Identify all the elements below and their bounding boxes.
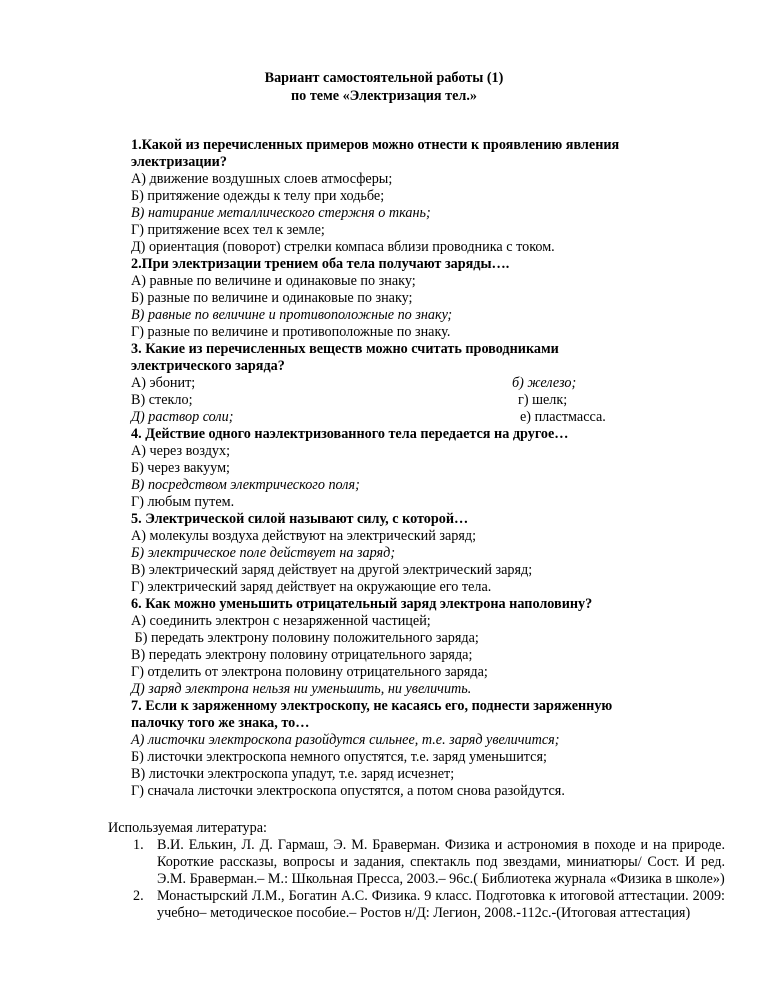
q6-option-a: А) соединить электрон с незаряженной частицей;	[131, 613, 431, 629]
q6-option-v: В) передать электрону половину отрицательного заряда;	[131, 647, 473, 663]
q2-option-b: Б) разные по величине и одинаковые по знаку;	[131, 290, 413, 306]
q1-option-d: Д) ориентация (поворот) стрелки компаса вблизи проводника с током.	[131, 239, 555, 255]
q7-option-g: Г) сначала листочки электроскопа опустятся, а потом снова разойдутся.	[131, 783, 565, 799]
question-5-text: 5. Электрической силой называют силу, с которой…	[131, 511, 469, 527]
question-2-text: 2.При электризации трением оба тела получают заряды….	[131, 256, 510, 272]
question-4-text: 4. Действие одного наэлектризованного тела передается на другое…	[131, 426, 569, 442]
q5-option-b: Б) электрическое поле действует на заряд;	[131, 545, 396, 561]
q3-option-b: б) железо;	[512, 375, 577, 391]
question-1-text: 1.Какой из перечисленных примеров можно отнести к проявлению явления	[131, 137, 620, 153]
question-7-text-cont: палочку того же знака, то…	[131, 715, 310, 731]
page-subtitle: по теме «Электризация тел.»	[291, 88, 477, 104]
q5-option-g: Г) электрический заряд действует на окружающие его тела.	[131, 579, 492, 595]
question-3-text-cont: электрического заряда?	[131, 358, 285, 374]
literature-heading: Используемая литература:	[108, 820, 267, 836]
q3-option-g: г) шелк;	[518, 392, 568, 408]
q4-option-a: А) через воздух;	[131, 443, 231, 459]
q2-option-v: В) равные по величине и противоположные по знаку;	[131, 307, 453, 323]
q1-option-a: А) движение воздушных слоев атмосферы;	[131, 171, 393, 187]
q1-option-b: Б) притяжение одежды к телу при ходьбе;	[131, 188, 385, 204]
question-1-text-cont: электризации?	[131, 154, 227, 170]
question-6-text: 6. Как можно уменьшить отрицательный заряд электрона наполовину?	[131, 596, 593, 612]
literature-item-1-number: 1.	[133, 837, 144, 853]
q3-option-a: А) эбонит;	[131, 375, 196, 391]
q3-option-d: Д) раствор соли;	[131, 409, 234, 425]
q4-option-v: В) посредством электрического поля;	[131, 477, 360, 493]
q5-option-a: А) молекулы воздуха действуют на электрический заряд;	[131, 528, 477, 544]
question-3-text: 3. Какие из перечисленных веществ можно считать проводниками	[131, 341, 559, 357]
q6-option-g: Г) отделить от электрона половину отрицательного заряда;	[131, 664, 488, 680]
q7-option-b: Б) листочки электроскопа немного опустятся, т.е. заряд уменьшится;	[131, 749, 547, 765]
literature-item-1: В.И. Елькин, Л. Д. Гармаш, Э. М. Браверман. Физика и астрономия в походе и на природе. Короткие рассказы, вопросы и задания, спектакль под звездами, миниатюры/ Сост. И ред. Э.М. Браверман.– М.: Школьная Пресса, 2003.– 96с.( Библиотека журнала «Физика в школе»)	[157, 837, 725, 887]
q4-option-b: Б) через вакуум;	[131, 460, 230, 476]
q6-option-d: Д) заряд электрона нельзя ни уменьшить, ни увеличить.	[131, 681, 472, 697]
q7-option-v: В) листочки электроскопа упадут, т.е. заряд исчезнет;	[131, 766, 455, 782]
literature-item-2-number: 2.	[133, 888, 144, 904]
q2-option-a: А) равные по величине и одинаковые по знаку;	[131, 273, 416, 289]
q3-option-e: е) пластмасса.	[520, 409, 606, 425]
q6-option-b: Б) передать электрону половину положительного заряда;	[131, 630, 479, 646]
q1-option-v: В) натирание металлического стержня о ткань;	[131, 205, 431, 221]
q3-option-v: В) стекло;	[131, 392, 193, 408]
q7-option-a: А) листочки электроскопа разойдутся сильнее, т.е. заряд увеличится;	[131, 732, 560, 748]
q2-option-g: Г) разные по величине и противоположные по знаку.	[131, 324, 451, 340]
q4-option-g: Г) любым путем.	[131, 494, 235, 510]
question-7-text: 7. Если к заряженному электроскопу, не касаясь его, поднести заряженную	[131, 698, 613, 714]
literature-item-2: Монастырский Л.М., Богатин А.С. Физика. 9 класс. Подготовка к итоговой аттестации. 2009: учебно– методическое пособие.– Ростов н/Д: Легион, 2008.-112с.-(Итоговая аттестация)	[157, 888, 725, 921]
q5-option-v: В) электрический заряд действует на другой электрический заряд;	[131, 562, 533, 578]
q1-option-g: Г) притяжение всех тел к земле;	[131, 222, 325, 238]
page-title: Вариант самостоятельной работы (1)	[264, 70, 504, 86]
